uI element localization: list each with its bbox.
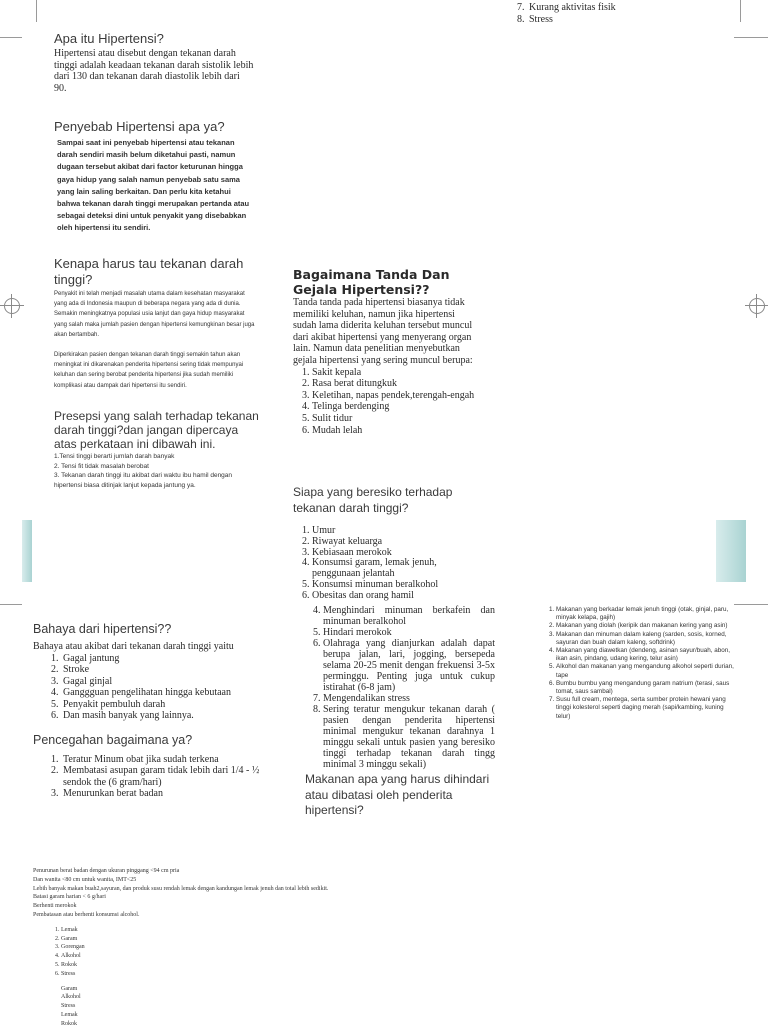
registration-mark-icon: [749, 298, 765, 314]
list-item: 4. Alkohol: [61, 952, 513, 961]
note-line: Penurunan berat badan dengan ukuran pinggang <94 cm pria: [33, 868, 180, 874]
note-line: Dan wanita <80 cm untuk wanita, IMT<25: [33, 876, 137, 883]
list-item: 6. Stress: [61, 970, 513, 979]
section-body: Diperkirakan pasien dengan tekanan darah tinggi semakin tahun akan meningkat ini dikarenakan penderita hipertensi sering tidak mempunyai keluhan dan sering berobat penderita hipertensi jika sudah memiliki komplikasi atau dampak dari hipertensi itu sendiri.: [54, 352, 244, 389]
list-item: 8. Sering teratur mengukur tekanan darah ( pasien dengan penderita hipertensi minimal mengukur tekanan darahnya 1 minggu sekali untuk pasien yang beresiko tinggi terhadap tekanan darah tingg minimal 3 minggu sekali): [323, 704, 495, 770]
list-item: 1. Sakit kepala: [312, 367, 475, 379]
section-heading: Bagaimana Tanda Dan Gejala Hipertensi??: [293, 267, 450, 297]
note-line: Lebih banyak makan buah2,sayuran, dan produk susu rendah lemak dengan kandungan lemak jenuh dan total lebih sedikit.: [33, 885, 329, 892]
note-line: Berhenti merokok: [33, 903, 77, 910]
section-apa-itu: [54, 31, 254, 94]
footer-notes: [33, 867, 513, 1029]
list-item: 7. Kurang aktivitas fisik: [527, 2, 767, 14]
section-body: Tanda tanda pada hipertensi biasanya tidak memiliki keluhan, namun jika hipertensi sudah lama diderita keluhan tersebut muncul dari akibat hipertensi yang menyerang organ lain. Namun data penelitian menyebutkan gejala hipertensi yang sering muncul berupa:: [293, 297, 473, 366]
list-item: 6. Olahraga yang dianjurkan adalah dapat berupa jalan, lari, jogging, bersepeda selama 20-25 menit dengan frekuensi 3-5x perminggu. Penting juga untuk cukup istirahat (6-8 jam): [323, 638, 495, 693]
section-heading: Bahaya dari hipertensi??: [33, 622, 172, 636]
list-item: 7. Susu full cream, mentega, serta sumber protein hewani yang tinggi kolesterol seperti daging merah (sapi/kambing, kuning telur): [556, 696, 736, 721]
list-item: 6. Mudah lelah: [312, 425, 475, 437]
list-item: 3. Makanan dan minuman dalam kaleng (sarden, sosis, korned, sayuran dan buah dalam kaleng, softdrink): [556, 631, 736, 647]
crop-mark: [0, 604, 22, 605]
section-bahaya: [33, 622, 265, 800]
list-item: 1. Umur: [312, 526, 483, 537]
footer-plain-list: [33, 985, 513, 1029]
pencegahan-list: [33, 754, 265, 800]
list-item: 5. Penyakit pembuluh darah: [61, 699, 265, 711]
crop-mark: [734, 37, 768, 38]
section-heading: Siapa yang beresiko terhadap tekanan darah tinggi?: [293, 485, 453, 515]
list-item: Stress: [61, 1003, 76, 1010]
list-item: Garam: [61, 985, 78, 992]
section-heading: Penyebab Hipertensi apa ya?: [54, 119, 225, 134]
list-item: 2. Membatasi asupan garam tidak lebih dari 1/4 - ½ sendok the (6 gram/hari): [61, 765, 265, 788]
list-item: 5. Hindari merokok: [323, 627, 495, 638]
section-pencegahan-lanjutan: [305, 605, 495, 819]
list-item: 7. Mengendalikan stress: [323, 693, 495, 704]
list-item: 6. Obesitas dan orang hamil: [312, 591, 483, 602]
list-item: Rokok: [61, 1020, 78, 1027]
note-line: Pembatasan atau berhenti konsumsi alcohol.: [33, 911, 140, 918]
note-line: Batasi garam harian < 6 g/hari: [33, 894, 106, 901]
section-body: Sampai saat ini penyebab hipertensi atau tekanan darah sendiri masih belum diketahui pasti, namun dugaan tersebut akibat dari factor keturunan hingga gaya hidup yang salah namun penyebab satu sama yang lain saling berkaitan. Dan perlu kita ketahui bahwa tekanan darah tinggi merupakan pertanda atau sebagai deteksi dini untuk penyakit yang disebabkan oleh hipertensi itu sendiri.: [57, 138, 250, 233]
list-item: 4. Makanan yang diawetkan (dendeng, asinan sayur/buah, abon, ikan asin, pindang, udang kering, telur asin): [556, 647, 736, 663]
section-kenapa: [54, 256, 256, 391]
list-item: Alkohol: [61, 994, 81, 1001]
risiko-list: [293, 526, 483, 602]
color-bar-right: [716, 520, 746, 582]
list-item: 1. Makanan yang berkadar lemak jenuh tinggi (otak, ginjal, paru, minyak kelapa, gajih): [556, 606, 736, 622]
footer-list: [33, 926, 513, 979]
list-item: 8. Stress: [527, 14, 767, 26]
makanan-list: [538, 606, 736, 721]
list-item: 6. Dan masih banyak yang lainnya.: [61, 710, 265, 722]
pencegahan-list-continued: [305, 605, 495, 770]
list-item: 2. Riwayat keluarga: [312, 537, 483, 548]
list-item: 2. Rasa berat ditungkuk: [312, 378, 475, 390]
list-item: 1. Lemak: [61, 926, 513, 935]
section-body: Penyakit ini telah menjadi masalah utama dalam kesehatan masyarakat yang ada di Indonesia maupun di beberapa negara yang ada di dunia. Semakin meningkatnya populasi usia lanjut dan gaya hidup masyarakat yang salah maka jumlah pasien dengan hipertensi kemungkinan besar juga akan bertambah.: [54, 291, 255, 338]
list-item: 3. Gorengan: [61, 943, 513, 952]
list-item: 3. Tekanan darah tinggi itu akibat dari waktu ibu hamil dengan hipertensi biasa ditinjak lanjut kepada jantung ya.: [54, 472, 233, 489]
section-heading: Kenapa harus tau tekanan darah tinggi?: [54, 256, 244, 287]
section-heading: Pencegahan bagaimana ya?: [33, 732, 193, 747]
list-item: 1. Teratur Minum obat jika sudah terkena: [61, 754, 265, 766]
section-tanda-gejala: [293, 267, 475, 436]
list-item: 4. Telinga berdenging: [312, 401, 475, 413]
list-item: 1. Gagal jantung: [61, 653, 265, 665]
section-body: Bahaya atau akibat dari tekanan darah tinggi yaitu: [33, 641, 234, 652]
section-penyebab: [54, 119, 254, 235]
list-item: 4. Ganggguan pengelihatan hingga kebutaan: [61, 687, 265, 699]
section-siapa: [293, 485, 483, 602]
section-heading: Makanan apa yang harus dihindari atau dibatasi oleh penderita hipertensi?: [305, 772, 490, 817]
list-item: 5. Konsumsi minuman beralkohol: [312, 580, 483, 591]
section-heading: Presepsi yang salah terhadap tekanan darah tinggi?dan jangan dipercaya atas perkataan ini dibawah ini.: [54, 409, 259, 451]
list-item: 2. Garam: [61, 935, 513, 944]
crop-mark: [0, 37, 22, 38]
list-item: 3. Keletihan, napas pendek,terengah-engah: [312, 390, 475, 402]
list-item: 4. Konsumsi garam, lemak jenuh, penggunaan jelantah: [312, 558, 483, 580]
bahaya-list: [33, 653, 265, 722]
gejala-list: [293, 367, 475, 437]
list-item: Lemak: [61, 1011, 78, 1018]
list-item: 3. Kebiasaan merokok: [312, 548, 483, 559]
list-item: 3. Gagal ginjal: [61, 676, 265, 688]
crop-mark: [36, 0, 37, 22]
list-item: 5. Alkohol dan makanan yang mengandung alkohol seperti durian, tape: [556, 663, 736, 679]
list-item: 2. Stroke: [61, 664, 265, 676]
list-item: 6. Bumbu bumbu yang mengandung garam natrium (terasi, saus tomat, saus sambal): [556, 680, 736, 696]
list-item: 5. Rokok: [61, 961, 513, 970]
registration-mark-icon: [4, 298, 20, 314]
crop-mark: [734, 604, 768, 605]
section-presepsi: [54, 409, 259, 490]
list-item: 2. Makanan yang diolah (keripik dan makanan kering yang asin): [556, 622, 736, 630]
list-item: 4. Menghindari minuman berkafein dan minuman beralkohol: [323, 605, 495, 627]
section-body: Hipertensi atau disebut dengan tekanan darah tinggi adalah keadaan tekanan darah sistolik lebih dari 130 dan tekanan darah diastolik lebih dari 90.: [54, 48, 254, 94]
list-item: 1.Tensi tinggi berarti jumlah darah banyak: [54, 453, 175, 460]
top-list: [505, 2, 767, 26]
color-bar-left: [22, 520, 32, 582]
list-item: 2. Tensi fit tidak masalah berobat: [54, 462, 149, 470]
list-item: 3. Menurunkan berat badan: [61, 788, 265, 800]
list-item: 5. Sulit tidur: [312, 413, 475, 425]
section-heading: Apa itu Hipertensi?: [54, 31, 164, 46]
